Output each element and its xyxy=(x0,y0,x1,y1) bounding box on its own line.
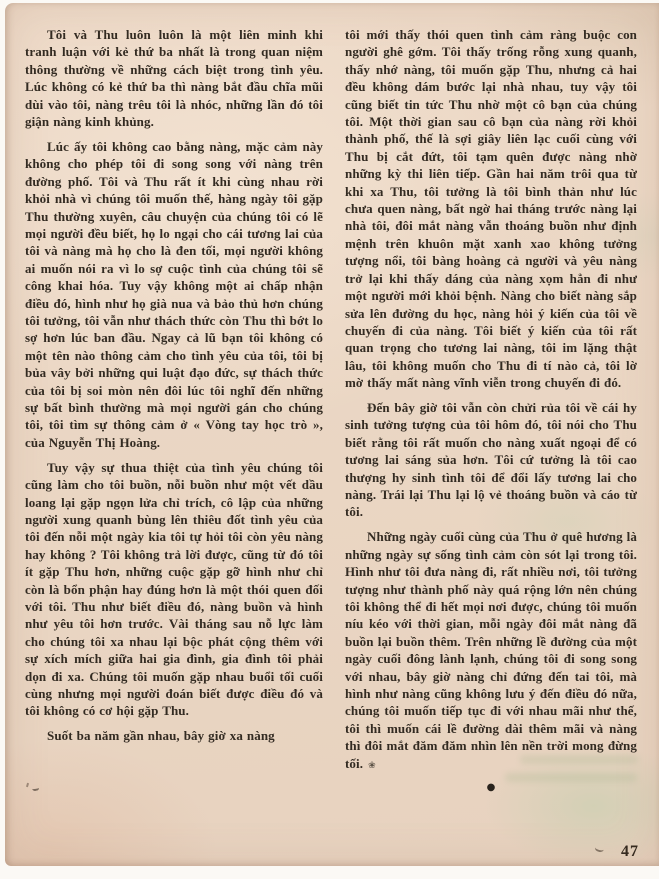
page-sheet xyxy=(5,3,659,866)
pen-mark-artifact xyxy=(26,781,44,795)
paragraph: Đến bây giờ tôi vẫn còn chửi rủa tôi về cái hy sinh tưởng tượng của tôi hôm đó, tôi nói cho Thu biết rằng tôi rất muốn cho nàng xuất ngoại để có tương lai sáng sủa hơn. Tôi cứ tưởng là tôi cao thượng hy sinh tình tôi để đổi lấy tương lai cho nàng. Trái lại Thu lại lộ vẻ thoáng buồn và cáo từ tôi. xyxy=(345,400,637,520)
paragraph: Tuy vậy sự thua thiệt của tình yêu chúng tôi cũng làm cho tôi buồn, nỗi buồn như một vết dầu loang lại gặp ngọn lửa chỉ trích, cô lập của những người xung quanh bùng lên thiêu đốt tình yêu của tôi đến nỗi một ngày kia tôi tự hỏi tôi còn yêu nàng hay không ? Tôi không trả lời được, cũng từ đó tôi ít gặp Thu hơn, những cuộc gặp gỡ hình như chỉ còn là bổn phận hay đúng hơn là một thói quen đối với tôi. Thu như biết điều đó, nàng buồn và hình như yêu tôi hơn trước. Vài tháng sau nỗ lực làm cho chúng tôi xa nhau lại bộc phát cộng thêm với sự xích mích giữa hai gia đình, gia đình tôi phải dọn đi xa. Chúng tôi muốn gặp nhau buổi tối cuối cùng nhưng mọi người đoán biết được điều đó và tôi không có cơ hội gặp Thu. xyxy=(25,459,323,719)
paragraph-text: Những ngày cuối cùng của Thu ở quê hương là những ngày sự sống tình cảm còn sót lại trong tôi. Hình như tôi đưa nàng đi, rất nhiều nơi, tôi tưởng tượng như thành phố này quá rộng lớn nên chúng tôi không thể đi hết mọi nơi được, chúng tôi muốn níu kéo với thời gian, mỗi ngày đôi mắt nàng đã buồn lại buồn thêm. Trên những lề đường của một ngày cuối đông lành lạnh, chúng tôi đi song song với nhau, bây giờ nàng chỉ đứng đến tai tôi, mà hình như nàng cũng không lưu ý đến điều đó nữa, chúng tôi muốn tiếp tục đi với nhau mãi như thế, tôi thì muốn cái lề đường dài thêm mãi và nàng thì đôi mắt đăm đăm nhìn lên nền trời mong đừng tối. xyxy=(345,529,637,771)
page-number: 47 xyxy=(621,843,639,860)
continuation-paragraph: tôi mới thấy thói quen tình cảm ràng buộc con người ghê gớm. Tôi thấy trống rỗng xung quanh, thấy nhớ nàng, tôi muốn gặp Thu, nhưng cả hai đều không dám bước lại nhà nhau, tuy vậy tôi cũng biết tin tức Thu nhờ một cô bạn của chúng tôi. Một thời gian sau cô bạn của nàng rời khỏi thành phố, thế là sợi giây liên lạc cuối cùng với Thu bị cắt đứt, tôi tạm quên được nàng nhờ những kỳ thi liên tiếp. Gần hai năm trôi qua từ khi xa Thu, tôi tưởng là tôi bình thản như lúc chưa quen nàng, bất ngờ hai tháng trước nàng lại nhà tôi, đôi mắt nàng vẫn thoáng buồn như định mệnh trên khuôn mặt xanh xao không tưởng tượng nổi, tôi bàng hoàng cả người và yêu nàng trở lại khi thấy dáng của nàng xọm hẳn đi như một người mới khỏi bệnh. Nàng cho biết nàng sắp sửa lên đường du học, nàng hỏi ý kiến của tôi về chuyến đi của nàng. Tôi biết ý kiến của tôi rất quan trọng cho tương lai nàng, tôi im lặng thật lâu, tôi không muốn cho Thu đi tí nào cả, tôi lờ mờ thấy mất nàng vĩnh viễn trong chuyến đi đó. xyxy=(345,27,637,391)
section-separator-dot: ● xyxy=(486,782,496,794)
paragraph: Suốt ba năm gần nhau, bây giờ xa nàng xyxy=(47,728,275,744)
scan-mark-artifact xyxy=(594,844,604,853)
paragraph: Lúc ấy tôi không cao bằng nàng, mặc cảm này không cho phép tôi đi song song với nàng trên đường phố. Tôi và Thu rất ít khi cùng nhau rời khỏi nhà vì chúng tôi muốn thế, hàng ngày tôi gặp Thu thường xuyên, câu chuyện của chúng tôi có lẽ mọi người đều biết, họ lo ngại cho cái tương lai của tôi và nàng mà họ cho là đen tối, mọi người không ai muốn nói ra vì lo sợ cuộc tình của chúng tôi sẽ công khai hóa. Tuy vậy không một ai chấp nhận điều đó, hình như họ già nua và bảo thủ hơn chúng tôi tưởng, tôi vẫn như thách thức còn Thu thì bớt lo sợ hơn lúc ban đầu. Ngay cả lũ bạn tôi không có một tên nào thông cảm cho tình yêu của tôi, tôi bị bủa vây bởi những qui luật đạo đức, sự thách thức của tôi bị soi mòn nên đôi lúc tôi nghĩ đến những sự bất bình thường mà mọi người gán cho chúng tôi, tôi tìm sự thông cảm ở « Vòng tay học trò », của Nguyễn Thị Hoàng. xyxy=(25,138,323,450)
right-text-column xyxy=(345,26,637,793)
end-ornament-icon: ❀ xyxy=(368,760,376,771)
paragraph xyxy=(345,528,637,775)
paragraph: Tôi và Thu luôn luôn là một liên minh khi tranh luận với kẻ thứ ba nhất là trong quan niệm thông thường về những cách biệt trong tình yêu. Lúc không có kẻ thứ ba thì nàng bắt đầu chĩa mũi dùi vào tôi, nàng trêu tôi là nhóc, những lần đó tôi giận nàng kinh khủng. xyxy=(25,27,323,130)
left-text-column xyxy=(25,26,323,752)
